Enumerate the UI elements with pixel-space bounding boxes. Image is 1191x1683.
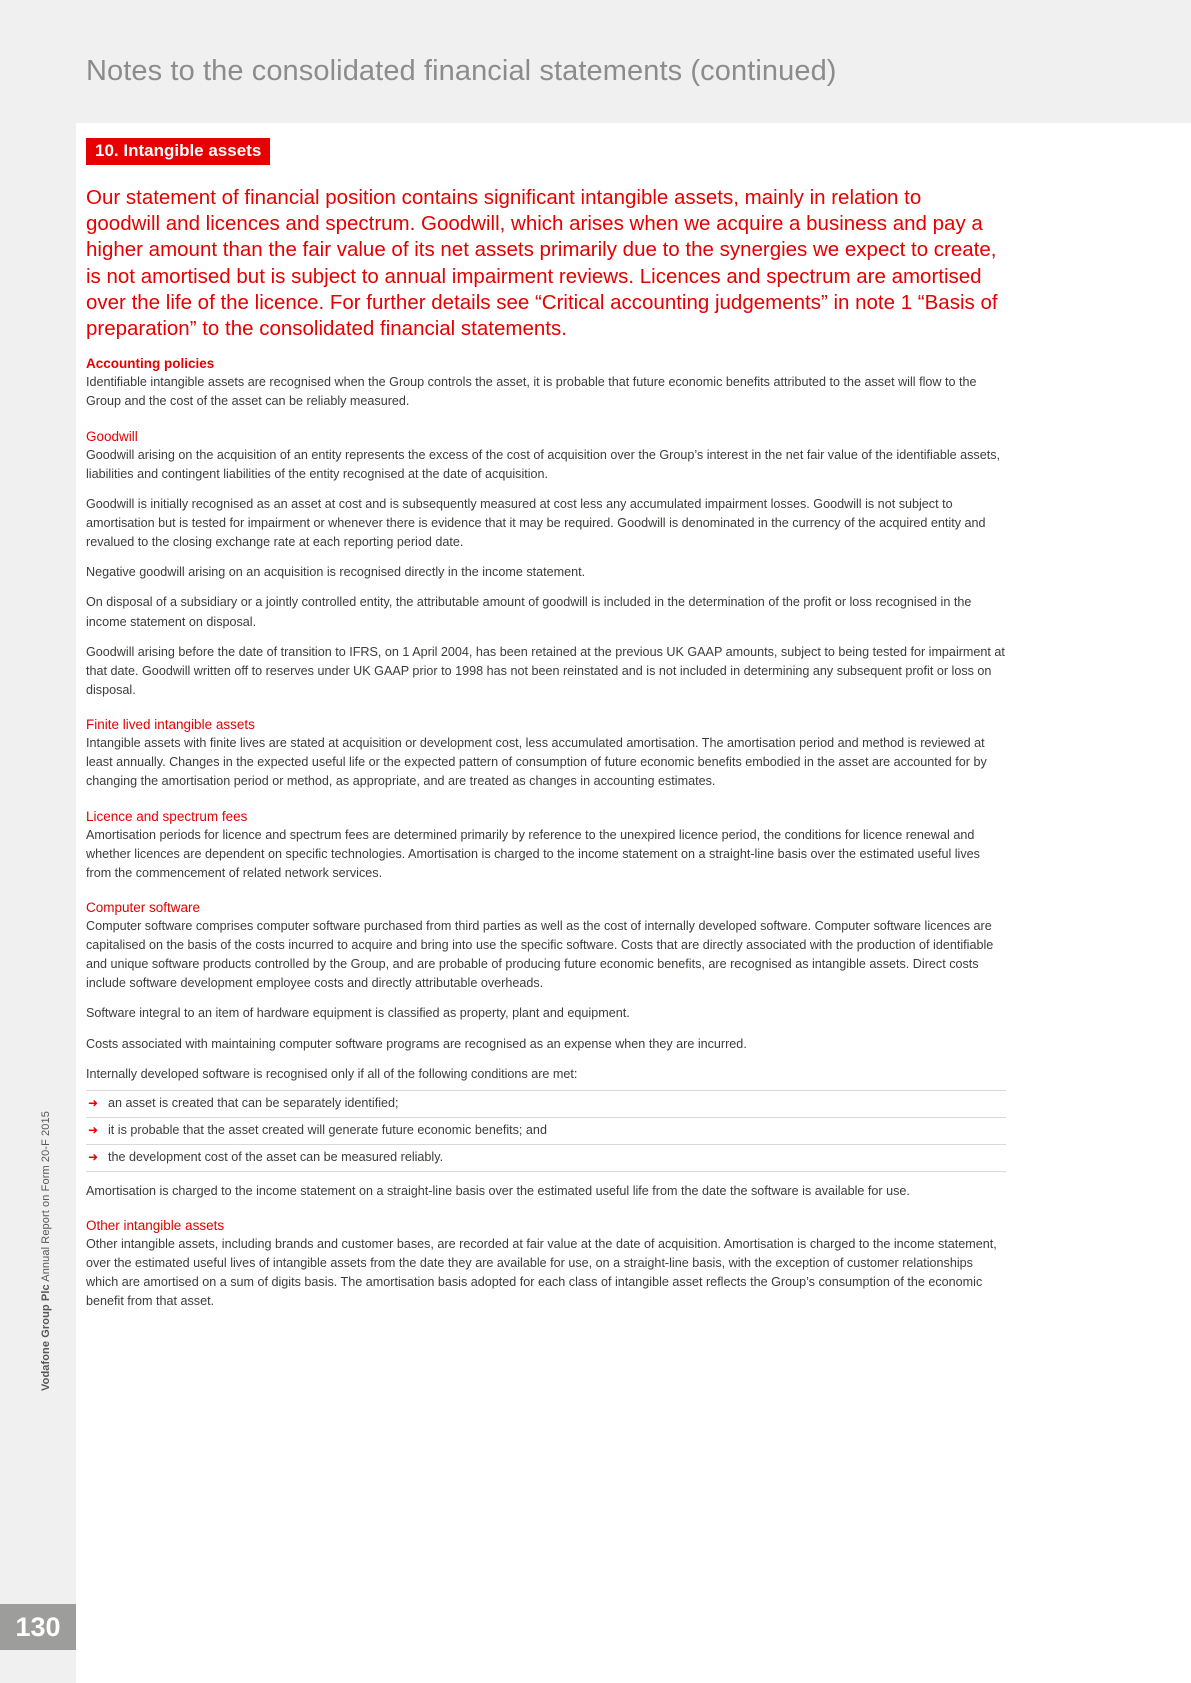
subsection-heading-other-intangible: Other intangible assets <box>86 1217 225 1233</box>
note-lede: Our statement of financial position contains significant intangible assets, mainly in relation to goodwill and licences and spectrum. Goodwill, which arises when we acquire a business and pay a higher amount than the fair value of its net assets primarily due to the synergies we expect to create, is not amortised but is subject to annual impairment reviews. Licences and spectrum are amortised over the life of the licence. For further details see “Critical accounting judgements” in note 1 “Basis of preparation” to the consolidated financial statements. <box>86 185 998 341</box>
side-caption <box>40 1111 52 1391</box>
list-item <box>86 1090 1006 1118</box>
goodwill-paragraph: Goodwill is initially recognised as an asset at cost and is subsequently measured at cost less any accumulated impairment losses. Goodwill is not subject to amortisation but is tested for impairment or whenever there is evidence that it may be required. Goodwill is denominated in the currency of the acquired entity and revalued to the closing exchange rate at each reporting period date. <box>86 496 986 550</box>
page-header-band <box>0 0 1191 123</box>
list-item <box>86 1145 1006 1172</box>
finite-lived-paragraph: Intangible assets with finite lives are stated at acquisition or development cost, less accumulated amortisation. The amortisation period and method is reviewed at least annually. Changes in the expected useful life or the expected pattern of consumption of future economic benefits embodied in the asset are accounted for by changing the amortisation period or method, as appropriate, and are treated as changes in accounting estimates. <box>86 736 987 789</box>
computer-software-conditions-intro: Internally developed software is recognised only if all of the following conditions are met: <box>86 1066 578 1081</box>
note-content <box>86 138 1006 1322</box>
internally-developed-software-conditions <box>86 1090 1006 1172</box>
computer-software-amortisation-paragraph: Amortisation is charged to the income statement on a straight-line basis over the estimated useful life from the date the software is available for use. <box>86 1183 910 1198</box>
licence-spectrum-paragraph: Amortisation periods for licence and spectrum fees are determined primarily by reference to the unexpired licence period, the conditions for licence renewal and whether licences are dependent on specific technologies. Amortisation is charged to the income statement on a straight-line basis over the estimated useful lives from the commencement of related network services. <box>86 827 980 880</box>
subsection-heading-finite-lived: Finite lived intangible assets <box>86 717 255 733</box>
arrow-right-icon: ➜ <box>88 1095 99 1110</box>
subsection-heading-licence-spectrum: Licence and spectrum fees <box>86 808 248 824</box>
computer-software-paragraph: Computer software comprises computer software purchased from third parties as well as the cost of internally developed software. Computer software licences are capitalised on the basis of the costs incurred to acquire and bring into use the specific software. Costs that are directly associated with the production of identifiable and unique software products controlled by the Group, and are probable of producing future economic benefits, are recognised as intangible assets. Direct costs include software development employee costs and directly attributable overheads. <box>86 918 994 991</box>
side-caption-company: Vodafone Group Plc <box>40 1284 52 1391</box>
left-margin-rail <box>0 123 76 1683</box>
list-item-label: it is probable that the asset created will generate future economic benefits; and <box>108 1122 547 1137</box>
subsection-heading-computer-software: Computer software <box>86 899 201 915</box>
computer-software-paragraph: Costs associated with maintaining computer software programs are recognised as an expense when they are incurred. <box>86 1036 747 1051</box>
computer-software-paragraph: Software integral to an item of hardware equipment is classified as property, plant and equipment. <box>86 1006 630 1021</box>
list-item-label: an asset is created that can be separately identified; <box>108 1095 399 1110</box>
note-section-tag: 10. Intangible assets <box>86 138 270 165</box>
goodwill-paragraph: Goodwill arising on the acquisition of an entity represents the excess of the cost of acquisition over the Group’s interest in the net fair value of the identifiable assets, liabilities and contingent liabilities of the entity recognised at the date of acquisition. <box>86 447 1001 481</box>
page-number: 130 <box>0 1604 76 1650</box>
subsection-heading-goodwill: Goodwill <box>86 428 138 444</box>
arrow-right-icon: ➜ <box>88 1149 99 1164</box>
goodwill-paragraph: On disposal of a subsidiary or a jointly controlled entity, the attributable amount of goodwill is included in the determination of the profit or loss recognised in the income statement on disposal. <box>86 595 972 629</box>
goodwill-paragraph: Negative goodwill arising on an acquisition is recognised directly in the income statement. <box>86 565 586 580</box>
list-item-label: the development cost of the asset can be measured reliably. <box>108 1149 444 1164</box>
side-caption-report: Annual Report on Form 20-F 2015 <box>40 1111 52 1282</box>
other-intangible-paragraph: Other intangible assets, including brands and customer bases, are recorded at fair value at the date of acquisition. Amortisation is charged to the income statement, over the estimated useful lives of intangible assets from the date they are available for use, on a straight-line basis, with the exception of customer relationships which are amortised on a sum of digits basis. The amortisation basis adopted for each class of intangible asset reflects the Group’s consumption of the economic benefit from that asset. <box>86 1236 997 1309</box>
arrow-right-icon: ➜ <box>88 1122 99 1137</box>
page-title: Notes to the consolidated financial statements (continued) <box>86 55 837 87</box>
accounting-policies-intro: Identifiable intangible assets are recognised when the Group controls the asset, it is probable that future economic benefits attributed to the asset will flow to the Group and the cost of the asset can be reliably measured. <box>86 375 977 409</box>
goodwill-paragraph: Goodwill arising before the date of transition to IFRS, on 1 April 2004, has been retained at the previous UK GAAP amounts, subject to being tested for impairment at that date. Goodwill written off to reserves under UK GAAP prior to 1998 has not been reinstated and is not included in determining any subsequent profit or loss on disposal. <box>86 644 1005 697</box>
accounting-policies-heading: Accounting policies <box>86 356 215 372</box>
list-item <box>86 1118 1006 1145</box>
